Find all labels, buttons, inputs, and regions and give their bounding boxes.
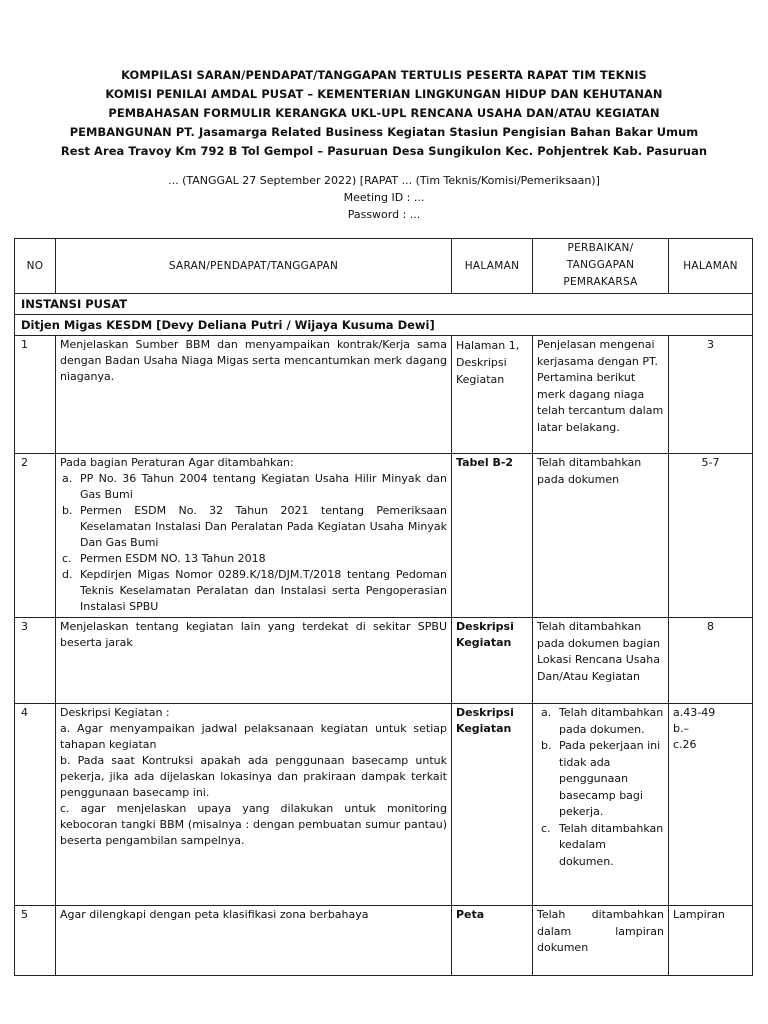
row-tanggapan: Telah ditambahkan dalam lampiran dokumen: [533, 906, 669, 976]
title-line: PEMBAHASAN FORMULIR KERANGKA UKL-UPL RENCANA USAHA DAN/ATAU KEGIATAN: [108, 106, 660, 120]
table-row: [15, 336, 753, 454]
title-line: KOMISI PENILAI AMDAL PUSAT – KEMENTERIAN LINGKUNGAN HIDUP DAN KEHUTANAN: [105, 87, 663, 101]
meeting-info: [60, 172, 708, 223]
title-line: Rest Area Travoy Km 792 B Tol Gempol – Pasuruan Desa Sungikulon Kec. Pohjentrek Kab. Pasuruan: [60, 144, 708, 158]
list-item: b. Pada pekerjaan ini tidak ada penggunaan basecamp bagi pekerja.: [541, 739, 661, 818]
list-item: c. Telah ditambahkan kedalam dokumen.: [541, 821, 664, 868]
row-saran: [56, 454, 452, 618]
list-item: c. Permen ESDM NO. 13 Tahun 2018: [62, 552, 266, 565]
header-perbaikan: PERBAIKAN/ TANGGAPAN PEMRAKARSA: [533, 239, 669, 294]
row-halaman-2: Lampiran: [669, 906, 753, 976]
row-tanggapan: [533, 704, 669, 906]
saran-intro: Pada bagian Peraturan Agar ditambahkan:: [60, 456, 294, 469]
saran-paragraph: Deskripsi Kegiatan :: [60, 706, 170, 719]
document-title: [60, 66, 708, 161]
row-number: 1: [15, 336, 56, 454]
list-item: d. Kepdirjen Migas Nomor 0289.K/18/DJM.T/2018 tentang Pedoman Teknis Keselamatan Peralatan dan Instalasi serta Pengoperasian Instalasi SPBU: [62, 568, 447, 613]
row-tanggapan: Telah ditambahkan pada dokumen: [533, 454, 669, 618]
table-row: [15, 906, 753, 976]
meeting-id: Meeting ID : ...: [343, 191, 425, 204]
page-ref: b.–: [673, 722, 689, 735]
table-row: [15, 618, 753, 704]
row-halaman-2: [669, 704, 753, 906]
row-number: 4: [15, 704, 56, 906]
row-number: 3: [15, 618, 56, 704]
list-item: a. Telah ditambahkan pada dokumen.: [541, 706, 664, 736]
saran-paragraph: a. Agar menyampaikan jadwal pelaksanaan kegiatan untuk setiap tahapan kegiatan: [60, 722, 447, 751]
response-list: [537, 705, 664, 870]
section-row: [15, 315, 753, 336]
row-halaman: Deskripsi Kegiatan: [452, 618, 533, 704]
meeting-password: Password : ...: [347, 208, 421, 221]
page-ref: a.43-49: [673, 706, 716, 719]
page-ref: c.26: [673, 738, 697, 751]
regulation-list: [60, 471, 447, 615]
list-item: a. PP No. 36 Tahun 2004 tentang Kegiatan Usaha Hilir Minyak dan Gas Bumi: [62, 472, 447, 501]
row-halaman-2: 5-7: [669, 454, 753, 618]
header-halaman-2: HALAMAN: [669, 239, 753, 294]
table-row: [15, 704, 753, 906]
row-halaman: Deskripsi Kegiatan: [452, 704, 533, 906]
table-header-row: [15, 239, 753, 294]
list-item: b. Permen ESDM No. 32 Tahun 2021 tentang Pemeriksaan Keselamatan Instalasi Dan Peralatan Pada Kegiatan Usaha Minyak Dan Gas Bumi: [62, 504, 447, 549]
row-tanggapan: Penjelasan mengenai kerjasama dengan PT. Pertamina berikut merk dagang niaga telah tercantum dalam latar belakang.: [533, 336, 669, 454]
header-halaman: HALAMAN: [452, 239, 533, 294]
saran-paragraph: b. Pada saat Kontruksi apakah ada penggunaan basecamp untuk pekerja, jika ada dijelaskan lokasinya dan prakiraan dampak terkait penggunaan basecamp ini.: [60, 754, 447, 799]
row-saran: [56, 704, 452, 906]
section-instansi-pusat: INSTANSI PUSAT: [15, 294, 753, 315]
comments-table: [14, 238, 753, 976]
row-halaman-2: 8: [669, 618, 753, 704]
row-number: 5: [15, 906, 56, 976]
row-saran: Menjelaskan Sumber BBM dan menyampaikan kontrak/Kerja sama dengan Badan Usaha Niaga Migas serta mencantumkan merk dagang niaganya.: [56, 336, 452, 454]
header-no: NO: [15, 239, 56, 294]
meeting-date: ... (TANGGAL 27 September 2022) [RAPAT ... (Tim Teknis/Komisi/Pemeriksaan)]: [168, 174, 600, 187]
row-halaman: Tabel B-2: [452, 454, 533, 618]
row-halaman: Peta: [452, 906, 533, 976]
row-number: 2: [15, 454, 56, 618]
row-halaman-2: 3: [669, 336, 753, 454]
title-line: KOMPILASI SARAN/PENDAPAT/TANGGAPAN TERTULIS PESERTA RAPAT TIM TEKNIS: [121, 68, 647, 82]
table-row: [15, 454, 753, 618]
saran-paragraph: c. agar menjelaskan upaya yang dilakukan untuk monitoring kebocoran tangki BBM (misalnya : dengan pembuatan sumur pantau) beserta pengambilan sampelnya.: [60, 802, 447, 847]
row-saran: Agar dilengkapi dengan peta klasifikasi zona berbahaya: [56, 906, 452, 976]
row-tanggapan: Telah ditambahkan pada dokumen bagian Lokasi Rencana Usaha Dan/Atau Kegiatan: [533, 618, 669, 704]
title-line: PEMBANGUNAN PT. Jasamarga Related Business Kegiatan Stasiun Pengisian Bahan Bakar Umum: [69, 125, 699, 139]
section-row: [15, 294, 753, 315]
row-halaman: Halaman 1, Deskripsi Kegiatan: [452, 336, 533, 454]
header-saran: SARAN/PENDAPAT/TANGGAPAN: [56, 239, 452, 294]
row-saran: Menjelaskan tentang kegiatan lain yang terdekat di sekitar SPBU beserta jarak: [56, 618, 452, 704]
section-ditjen-migas: Ditjen Migas KESDM [Devy Deliana Putri / Wijaya Kusuma Dewi]: [15, 315, 753, 336]
